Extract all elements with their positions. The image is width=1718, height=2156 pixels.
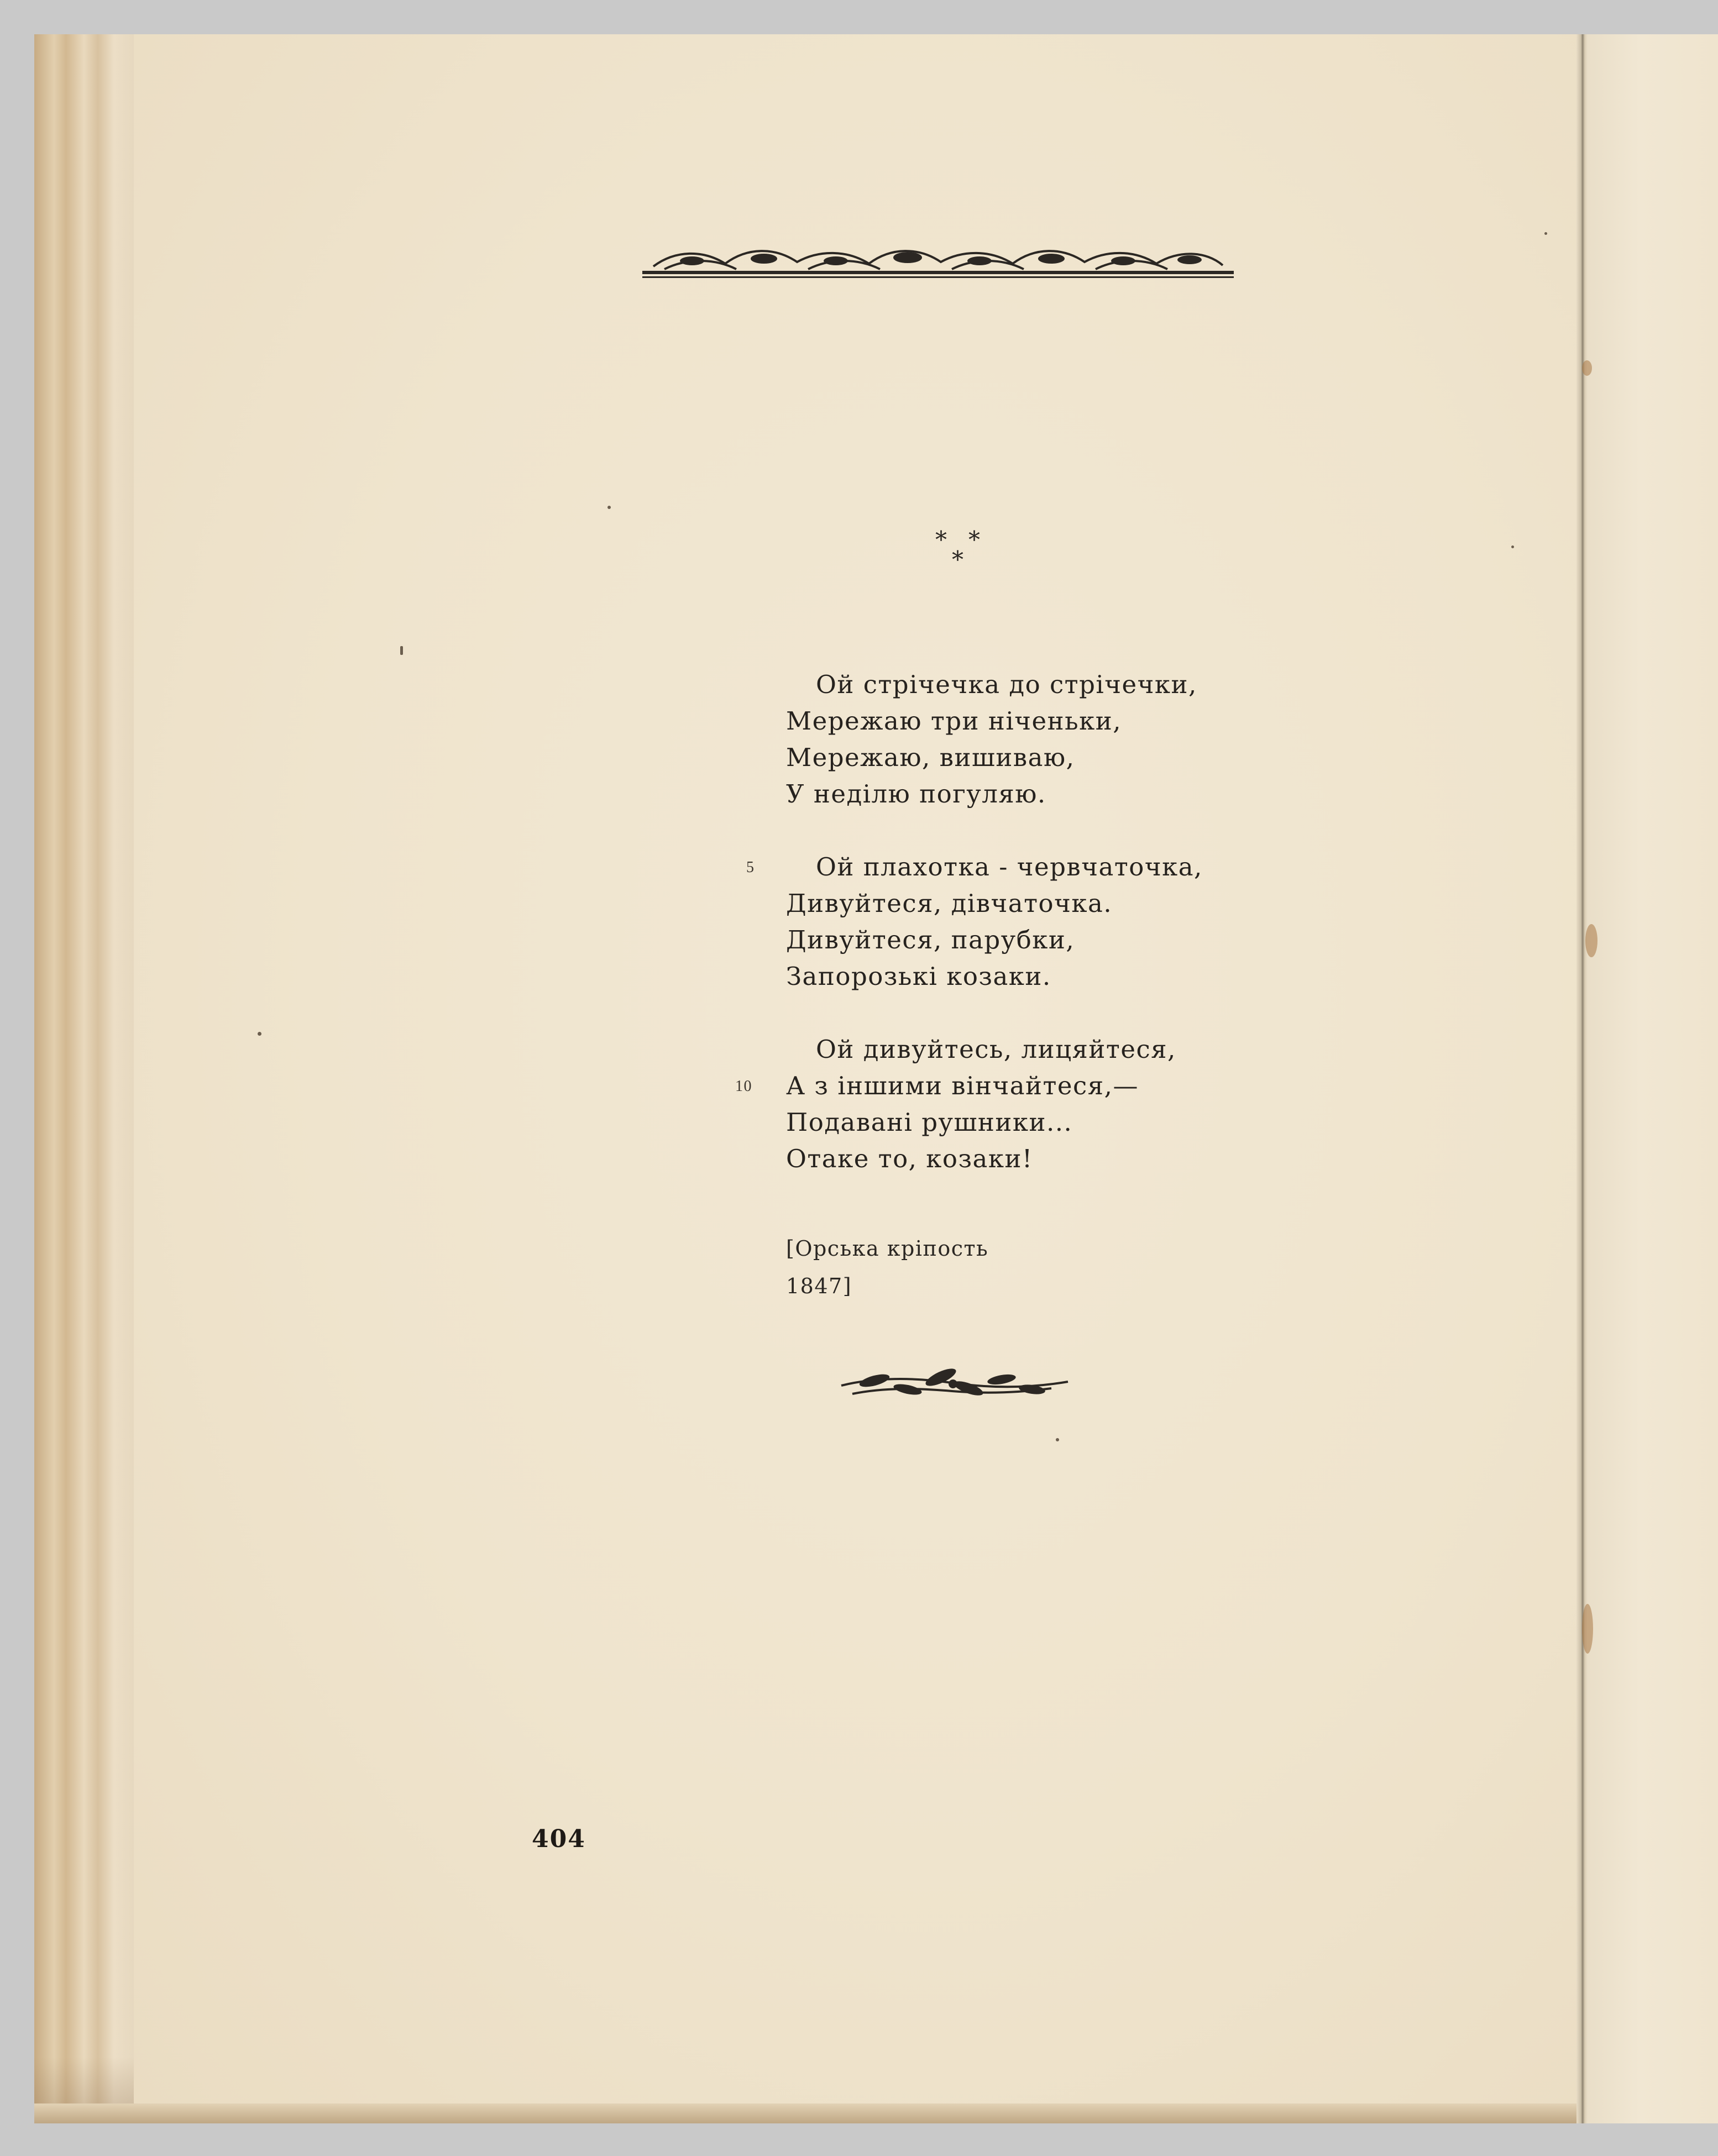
foxing-stain (1582, 360, 1592, 376)
poem-line: Дивуйтеся, парубки, (786, 925, 1075, 954)
poem-line: Ой плахотка - червчаточка, (816, 852, 1203, 882)
page-bottom-edge (34, 2103, 1576, 2123)
poem-line: Подавані рушники... (786, 1108, 1073, 1137)
poem-line: У неділю погуляю. (786, 779, 1046, 809)
paper-speck (1544, 232, 1547, 235)
foxing-stain (1582, 1604, 1593, 1654)
asterism (913, 526, 1024, 592)
poem-line: Запорозькі козаки. (786, 962, 1051, 991)
poem-line: Мережаю, вишиваю, (786, 743, 1075, 772)
foxing-stain (1585, 924, 1597, 957)
note-place: [Орська кріпость (786, 1236, 989, 1261)
asterism-star: * (952, 546, 963, 573)
floral-band-icon (642, 239, 1234, 283)
poem-line: Мережаю три ніченьки, (786, 706, 1122, 736)
asterism-star: * (935, 526, 947, 553)
line-number: 5 (746, 859, 755, 876)
line-number: 10 (735, 1078, 752, 1095)
poem-line: Отаке то, козаки! (786, 1144, 1033, 1173)
page-number: 404 (532, 1825, 586, 1853)
poem-line: Ой дивуйтесь, лицяйтеся, (816, 1035, 1176, 1064)
poem-line: Дивуйтеся, дівчаточка. (786, 889, 1113, 918)
paper-speck (1511, 545, 1514, 548)
poem-line: Ой стрічечка до стрічечки, (816, 670, 1197, 699)
page-stack-edge (34, 34, 134, 2123)
paper-speck (1056, 1438, 1059, 1441)
book-gutter (1576, 34, 1588, 2123)
note-year: 1847] (786, 1274, 852, 1298)
bottom-ornament (836, 1361, 1073, 1405)
top-ornament (642, 239, 1234, 283)
leaf-spray-icon (836, 1361, 1073, 1405)
facing-page-edge (1588, 34, 1718, 2123)
paper-speck (400, 646, 403, 655)
paper-speck (607, 506, 611, 509)
book-scan (34, 34, 1718, 2123)
asterism-star: * (968, 526, 980, 553)
paper-speck (258, 1032, 261, 1036)
poem-line: А з іншими вінчайтеся,— (786, 1071, 1139, 1100)
